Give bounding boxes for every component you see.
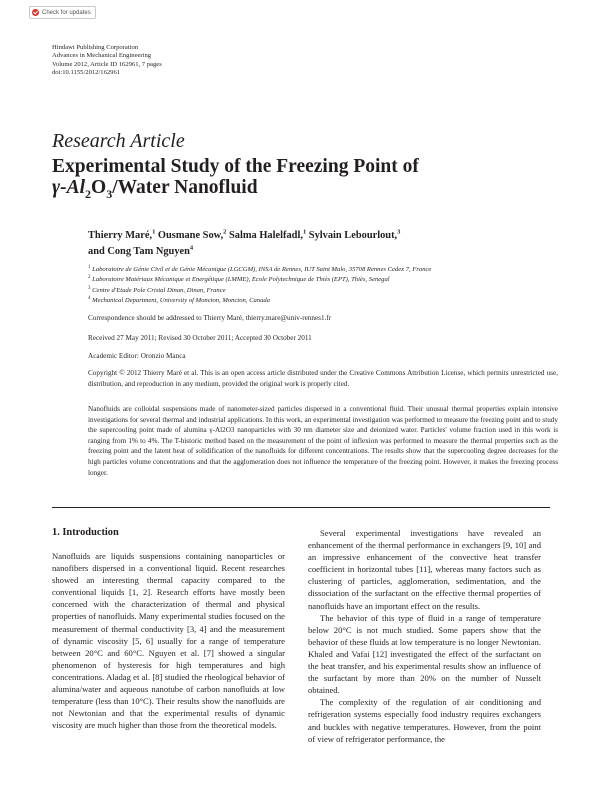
body-paragraph: The behavior of this type of fluid in a range of temperature below 20°C is not much studied. Some papers show that the behavior of these fluids at low temperature is no longer Newtonian. Khaled and Vafai [12] investigated the effect of the surfactant on the heat transfer, and his experimental results show an influence of the surfactant by more than 20% on the number of Nusselt obtained. — [308, 612, 541, 696]
title-line-1: Experimental Study of the Freezing Point of — [52, 156, 419, 177]
author: Salma Halelfadl,$^1$ — [229, 228, 307, 241]
affiliations — [88, 265, 558, 307]
doi[interactable]: doi:10.1155/2012/162961 — [52, 68, 121, 76]
check-for-updates-badge[interactable] — [29, 6, 96, 19]
left-column — [52, 527, 285, 731]
copyright-notice: Copyright © 2012 Thierry Maré et al. This is an open access article distributed under the Creative Commons Attribution License, which permits unrestricted use, distribution, and reproduction in any medium, provided the original work is properly cited. — [88, 369, 558, 388]
body-paragraph: Nanofluids are liquids suspensions containing nanoparticles or nanofibers dispersed in a conventional liquid. Recent researches showed an interesting thermal capacity compared to the conventional liquids [1, 2]. Research efforts have mostly been concerned with the characterization of thermal and physical properties of nanofluids. Many experimental studies focused on the measurement of thermal conductivity [3, 4] and the measurement of dynamic viscosity [5, 6] usually for a range of temperature between 20°C and 60°C. Nguyen et al. [7] showed a singular phenomenon of hysteresis for high temperatures and high concentrations. Aladag et al. [8] studied the rheological behavior of alumina/water and aqueous nanotube of carbon nanofluids at low temperature (less than 10°C). Their results show the nanofluids are not Newtonian and that the experimental results of dynamic viscosity are much higher than those from the theoretical models. — [52, 551, 285, 731]
author-list — [88, 228, 558, 259]
paper-title — [52, 156, 552, 201]
author: and Cong Tam Nguyen$^4$ — [88, 244, 194, 257]
author: Thierry Maré,$^1$ — [88, 228, 156, 241]
section-heading: 1. Introduction — [52, 527, 119, 538]
dates: Received 27 May 2011; Revised 30 October 2011; Accepted 30 October 2011 — [88, 334, 312, 342]
affiliation-item: $^2$ Laboratoire Matériaux Mécanique et Energétique (LMME), Ecole Polytechnique de Thiès (EPT), Thiès, Senegal — [88, 275, 390, 284]
volume-info: Volume 2012, Article ID 162961, 7 pages — [52, 60, 162, 68]
author: Sylvain Lebourlout,$^3$ — [308, 228, 401, 241]
journal-info — [52, 44, 162, 77]
academic-editor: Academic Editor: Oronzio Manca — [88, 352, 186, 360]
affiliation-item: $^1$ Laboratoire de Génie Civil et de Génie Mécanique (LGCGM), INSA de Rennes, IUT Saint Malo, 35708 Rennes Cedex 7, France — [88, 264, 432, 273]
badge-label: Check for updates — [42, 9, 91, 16]
affiliation-item: $^3$ Centre d'Etude Pole Cristal Dinan, Dinan, France — [88, 285, 226, 294]
journal-name: Advances in Mechanical Engineering — [52, 52, 152, 60]
article-type: Research Article — [52, 130, 185, 152]
right-column — [308, 527, 541, 745]
author: Ousmane Sow,$^2$ — [157, 228, 227, 241]
body-paragraph: The complexity of the regulation of air conditioning and refrigeration systems especially food industry requires exchangers and buckles with negative temperatures. However, from the point of view of refrigerator performance, the — [308, 697, 541, 744]
affiliation-item: $^4$ Mechanical Department, University of Moncton, Moncton, Canada — [88, 296, 270, 305]
body-paragraph: Several experimental investigations have revealed an enhancement of the thermal performance in exchangers [9, 10] and an impressive enhancement of the convective heat transfer coefficient in horizontal tubes [11], whereas many factors such as clustering of particles, agglomeration, sedimentation, and the dissociation of the surfactant on the effective thermal properties of nanofluids have an important effect on the results. — [308, 528, 541, 611]
publisher: Hindawi Publishing Corporation — [52, 44, 139, 51]
check-icon — [32, 9, 39, 16]
abstract: Nanofluids are colloidal suspensions made of nanometer-sized particles dispersed in a conventional fluid. Their unusual thermal properties explain intensive investigations for several thermal and industrial applications. In this work, an experimental investigation was performed to measure the freezing point and to study the supercooling point made of alumina γ-Al2O3 nanoparticles with 30 nm diameter size and deionized water. Particles' volume fraction used in this work is ranging from 1% to 4%. The T-historic method based on the measurement of the point of inflexion was performed to measure the thermal properties such as the freezing point and the latent heat of solidification of the nanofluids for different concentrations. The results show that the supercooling degree decreases for the high particles volume concentrations and that the agglomeration does not influence the temperature of the freezing point. However, it makes the freezing process longer. — [88, 405, 558, 477]
title-line-2: $\gamma-Al_2O_3$/Water Nanofluid — [52, 177, 258, 201]
correspondence: Correspondence should be addressed to Thierry Maré, thierry.mare@univ-rennes1.fr — [88, 314, 332, 322]
section-divider — [52, 507, 550, 508]
